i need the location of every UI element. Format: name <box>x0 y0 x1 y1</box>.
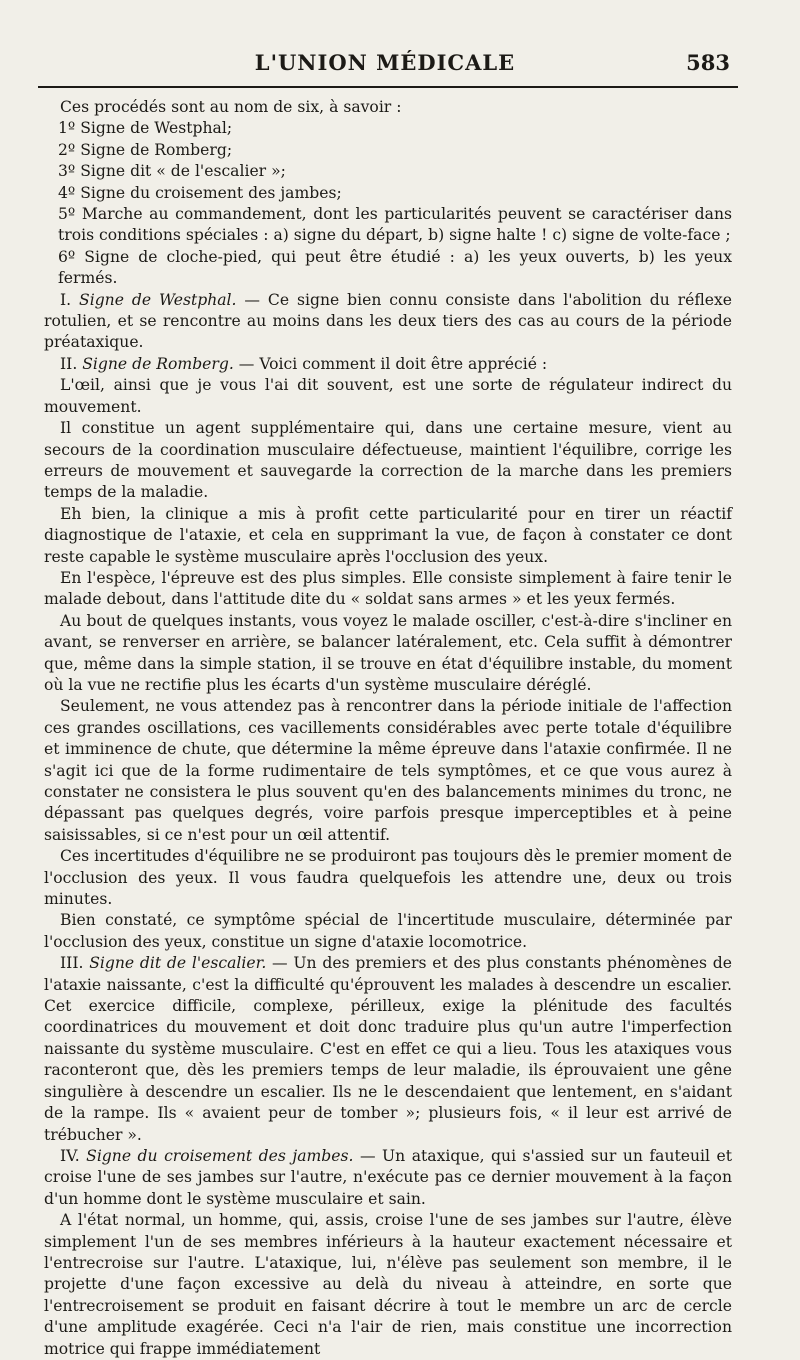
page-number: 583 <box>686 50 730 75</box>
paragraph <box>44 1146 732 1210</box>
header-rule <box>38 86 738 88</box>
paragraph-text: Il constitue un agent supplémentaire qui, dans une certaine mesure, vient au secours de la coordination musculaire défectueuse, maintient l'équilibre, corrige les erreurs de mouvement et sauvegarde la correction de la marche dans les premiers temps de la maladie. <box>44 419 732 502</box>
paragraph-text: Au bout de quelques instants, vous voyez le malade osciller, c'est-à-dire s'incliner en avant, se renverser en arrière, se balancer latéralement, etc. Cela suffit à démontrer que, même dans la simple station, il se trouve en état d'équilibre instable, du moment où la vue ne rectifie plus les écarts d'un système musculaire déréglé. <box>44 611 732 694</box>
section-heading: Signe du croisement des jambes. <box>86 1146 354 1165</box>
section-number: III. <box>60 954 90 973</box>
list-item <box>44 204 732 247</box>
paragraph <box>44 375 732 418</box>
section-number: I. <box>60 290 80 309</box>
paragraph <box>44 504 732 568</box>
section-number: IV. <box>60 1146 87 1165</box>
paragraph <box>44 568 732 611</box>
section-heading: Signe dit de l'escalier. <box>89 954 267 973</box>
paragraph-text: En l'espèce, l'épreuve est des plus simples. Elle consiste simplement à faire tenir le malade debout, dans l'attitude dite du « soldat sans armes » et les yeux fermés. <box>44 568 732 609</box>
paragraph <box>44 354 732 375</box>
paragraph-text: — Un ataxique, qui s'assied sur un fauteuil et croise l'une de ses jambes sur l'autre, n'exécute pas ce dernier mouvement à la façon d'un homme dont le système musculaire et sain. <box>44 1146 732 1208</box>
list-item <box>44 161 732 182</box>
paragraph <box>44 910 732 953</box>
paragraph <box>44 97 732 118</box>
paragraph-text: 3º Signe dit « de l'escalier »; <box>58 162 286 181</box>
paragraph-text: Bien constaté, ce symptôme spécial de l'incertitude musculaire, déterminée par l'occlusion des yeux, constitue un signe d'ataxie locomotrice. <box>44 911 732 951</box>
paragraph-text: A l'état normal, un homme, qui, assis, croise l'une de ses jambes sur l'autre, élève simplement l'un de ses membres inférieurs à la hauteur exactement nécessaire et l'entrecroise sur l'autre. L'ataxique, lui, n'élève pas seulement son membre, il le projette d'une façon excessive au delà du niveau à atteindre, en sorte que l'entrecroisement se produit en faisant décrire à tout le membre un arc de cercle d'une amplitude exagérée. Ceci n'a l'air de rien, mais constitue une incorrection motrice qui frappe immédiatement <box>44 1211 732 1358</box>
paragraph-text: 4º Signe du croisement des jambes; <box>58 183 342 202</box>
paragraph-text: 6º Signe de cloche-pied, qui peut être étudié : a) les yeux ouverts, b) les yeux fermés. <box>58 247 732 288</box>
paragraph-text: Eh bien, la clinique a mis à profit cette particularité pour en tirer un réactif diagnostique de l'ataxie, et cela en supprimant la vue, de façon à constater ce dont reste capable le système musculaire après l'occlusion des yeux. <box>44 504 732 566</box>
list-item <box>44 247 732 290</box>
section-heading: Signe de Westphal. <box>79 290 237 309</box>
section-heading: Signe de Romberg. <box>82 354 234 373</box>
paragraph-text: L'œil, ainsi que je vous l'ai dit souvent, est une sorte de régulateur indirect du mouvement. <box>44 376 732 416</box>
paragraph <box>44 846 732 910</box>
paragraph <box>44 1210 732 1360</box>
paragraph-text: — Ce signe bien connu consiste dans l'abolition du réflexe rotulien, et se rencontre au moins dans les deux tiers des cas au cours de la période préataxique. <box>44 290 732 352</box>
list-item <box>44 118 732 139</box>
paragraph <box>44 953 732 1146</box>
list-item <box>44 140 732 161</box>
paragraph-text: 2º Signe de Romberg; <box>58 140 233 159</box>
section-number: II. <box>60 354 83 373</box>
running-header <box>40 50 730 80</box>
paragraph-text: 5º Marche au commandement, dont les particularités peuvent se caractériser dans trois conditions spéciales : a) signe du départ, b) signe halte ! c) signe de volte-face ; <box>58 205 732 245</box>
paragraph-text: — Un des premiers et des plus constants phénomènes de l'ataxie naissante, c'est la difficulté qu'éprouvent les malades à descendre un escalier. Cet exercice difficile, complexe, périlleux, exige la plénitude des facultés coordinatrices du mouvement et doit donc traduire plus qu'un autre l'imperfection naissante du système musculaire. C'est en effet ce qui a lieu. Tous les ataxiques vous raconteront que, dès les premiers temps de leur maladie, ils éprouvaient une gêne singulière à descendre un escalier. Ils ne le descendaient que lentement, en s'aidant de la rampe. Ils « avaient peur de tomber »; plusieurs fois, « il leur est arrivé de trébucher ». <box>44 954 732 1144</box>
list-item <box>44 183 732 204</box>
paragraph-text: — Voici comment il doit être apprécié : <box>233 354 548 373</box>
paragraph <box>44 611 732 697</box>
paragraph-text: Ces procédés sont au nom de six, à savoir : <box>60 98 402 116</box>
article-body <box>44 97 732 1360</box>
paragraph-text: Ces incertitudes d'équilibre ne se produiront pas toujours dès le premier moment de l'occlusion des yeux. Il vous faudra quelquefois les attendre une, deux ou trois minutes. <box>44 847 732 909</box>
paragraph-text: Seulement, ne vous attendez pas à rencontrer dans la période initiale de l'affection ces grandes oscillations, ces vacillements considérables avec perte totale d'équilibre et imminence de chute, que détermine la même épreuve dans l'ataxie confirmée. Il ne s'agit ici que de la forme rudimentaire de tels symptômes, et ce que vous aurez à constater ne consistera le plus souvent qu'en des balancements minimes du tronc, ne dépassant pas quelques degrés, voire parfois presque imperceptibles et à peine saisissables, si ce n'est pour un œil attentif. <box>44 697 732 844</box>
paragraph-text: 1º Signe de Westphal; <box>58 119 233 138</box>
paragraph <box>44 696 732 846</box>
paragraph <box>44 290 732 354</box>
journal-title: L'UNION MÉDICALE <box>254 50 516 75</box>
paragraph <box>44 418 732 504</box>
